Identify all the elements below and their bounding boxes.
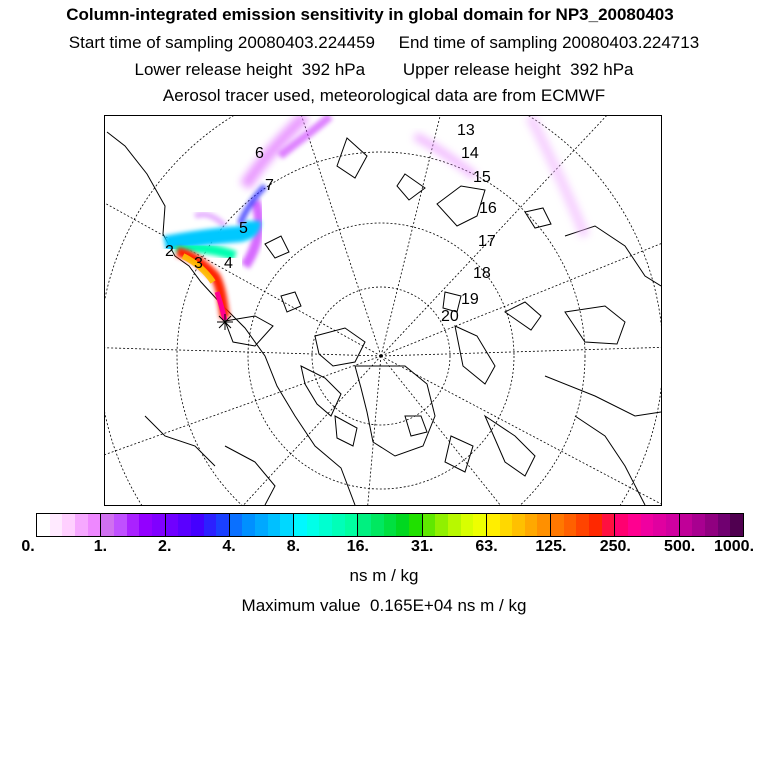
maximum-value: Maximum value 0.165E+04 ns m / kg	[241, 596, 527, 615]
colorbar-shade	[230, 514, 243, 536]
colorbar-ticks	[0, 538, 768, 560]
colorbar-shade	[512, 514, 525, 536]
colorbar-shade	[692, 514, 705, 536]
colorbar-shade	[332, 514, 345, 536]
release-site-star-icon	[217, 314, 233, 330]
colorbar-shade	[718, 514, 731, 536]
colorbar-shade	[537, 514, 550, 536]
day-label: 5	[239, 220, 248, 237]
colorbar-segment	[166, 514, 230, 536]
colorbar-shade	[280, 514, 293, 536]
colorbar-shade	[88, 514, 101, 536]
day-label: 13	[457, 122, 475, 139]
colorbar-shade	[564, 514, 577, 536]
colorbar-shade	[551, 514, 564, 536]
colorbar-shade	[178, 514, 191, 536]
sampling-times: Start time of sampling 20080403.224459 End time of sampling 20080403.224713	[68, 33, 700, 52]
colorbar-shade	[37, 514, 50, 536]
day-label: 2	[165, 243, 174, 260]
colorbar-shade	[628, 514, 641, 536]
colorbar-shade	[307, 514, 320, 536]
colorbar-units: ns m / kg	[349, 566, 419, 585]
colorbar-shade	[268, 514, 281, 536]
colorbar-shade	[487, 514, 500, 536]
day-label: 7	[265, 177, 274, 194]
colorbar-shade	[448, 514, 461, 536]
colorbar-shade	[435, 514, 448, 536]
colorbar-segment	[487, 514, 551, 536]
colorbar-shade	[500, 514, 513, 536]
day-label: 18	[473, 265, 491, 282]
colorbar-shade	[409, 514, 422, 536]
colorbar-segment	[230, 514, 294, 536]
colorbar-shade	[602, 514, 615, 536]
colorbar-segment	[294, 514, 358, 536]
colorbar-shade	[680, 514, 693, 536]
coastlines	[107, 132, 661, 505]
colorbar-tick-label: 8.	[286, 538, 301, 555]
colorbar-shade	[666, 514, 679, 536]
colorbar-tick-label: 2.	[158, 538, 172, 555]
colorbar-tick-label: 1000.	[713, 538, 755, 555]
colorbar-shade	[127, 514, 140, 536]
colorbar-shade	[358, 514, 371, 536]
colorbar-shade	[50, 514, 63, 536]
colorbar-segment	[615, 514, 679, 536]
colorbar-tick-label: 250.	[599, 538, 631, 555]
colorbar-shade	[62, 514, 75, 536]
colorbar-shade	[242, 514, 255, 536]
colorbar-shade	[615, 514, 628, 536]
colorbar-shade	[473, 514, 486, 536]
day-label: 6	[255, 145, 264, 162]
colorbar-shade	[294, 514, 307, 536]
colorbar-shade	[216, 514, 229, 536]
colorbar-segment	[680, 514, 743, 536]
colorbar-shade	[191, 514, 204, 536]
colorbar-tick-label: 500.	[664, 538, 696, 555]
figure-title: Column-integrated emission sensitivity in global domain for NP3_20080403	[66, 5, 674, 24]
colorbar-shade	[139, 514, 152, 536]
day-label: 15	[473, 169, 491, 186]
colorbar-tick-label: 125.	[535, 538, 567, 555]
colorbar-shade	[730, 514, 743, 536]
colorbar-shade	[705, 514, 718, 536]
day-label: 20	[441, 308, 459, 325]
colorbar-shade	[101, 514, 114, 536]
day-label: 19	[461, 291, 479, 308]
colorbar-tick-label: 63.	[475, 538, 498, 555]
colorbar-segment	[423, 514, 487, 536]
tracer-info: Aerosol tracer used, meteorological data are from ECMWF	[162, 86, 606, 105]
colorbar-shade	[653, 514, 666, 536]
colorbar-segment	[37, 514, 101, 536]
colorbar-shade	[114, 514, 127, 536]
emission-plume	[165, 116, 585, 320]
colorbar-tick-label: 4.	[222, 538, 236, 555]
colorbar-shade	[255, 514, 268, 536]
release-heights: Lower release height 392 hPa Upper release height 392 hPa	[134, 60, 634, 79]
colorbar-shade	[319, 514, 332, 536]
colorbar-shade	[589, 514, 602, 536]
colorbar-shade	[641, 514, 654, 536]
day-label: 17	[478, 233, 496, 250]
colorbar-shade	[461, 514, 474, 536]
day-label: 4	[224, 255, 233, 272]
colorbar	[36, 513, 744, 537]
colorbar-shade	[345, 514, 358, 536]
day-label: 14	[461, 145, 479, 162]
colorbar-shade	[525, 514, 538, 536]
colorbar-tick-label: 16.	[346, 538, 369, 555]
colorbar-shade	[423, 514, 436, 536]
colorbar-tick-label: 1.	[93, 538, 108, 555]
colorbar-shade	[75, 514, 88, 536]
day-label: 3	[194, 255, 203, 272]
polar-map	[104, 115, 662, 506]
colorbar-shade	[371, 514, 384, 536]
colorbar-shade	[396, 514, 409, 536]
colorbar-tick-label: 0.	[21, 538, 35, 555]
colorbar-segment	[358, 514, 422, 536]
colorbar-segment	[551, 514, 615, 536]
colorbar-shade	[576, 514, 589, 536]
colorbar-segment	[101, 514, 165, 536]
colorbar-tick-label: 31.	[411, 538, 434, 555]
colorbar-shade	[166, 514, 179, 536]
colorbar-shade	[204, 514, 217, 536]
day-label: 16	[479, 200, 497, 217]
colorbar-shade	[384, 514, 397, 536]
colorbar-shade	[152, 514, 165, 536]
